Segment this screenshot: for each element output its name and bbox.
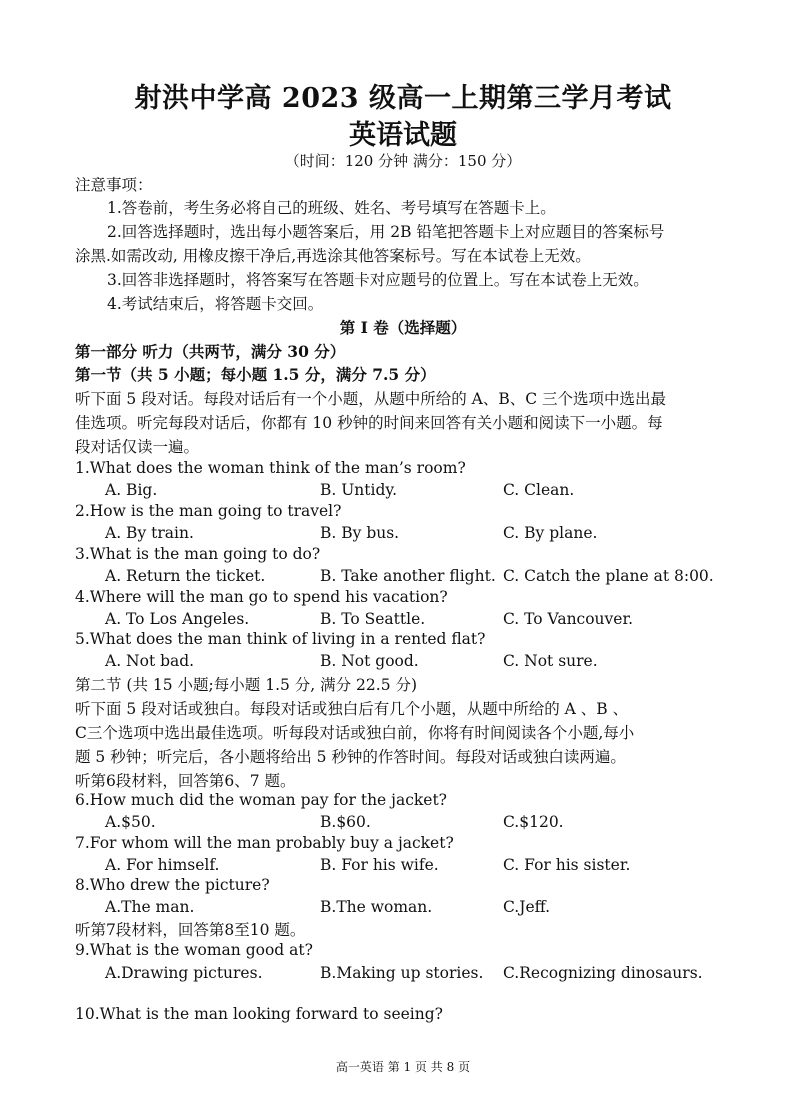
option-b: B. Take another flight.: [320, 567, 496, 585]
exam-title: 射洪中学高 2023 级高一上期第三学月考试: [134, 83, 672, 114]
note-item: 3.回答非选择题时，将答案写在答题卡对应题号的位置上。写在本试卷上无效。: [107, 271, 649, 289]
question-text: 10.What is the man looking forward to seeing?: [75, 1005, 443, 1023]
instruction-line: C三个选项中选出最佳选项。听每段对话或独白前，你将有时间阅读各个小题,每小: [75, 724, 635, 742]
instruction-line: 佳选项。听完每段对话后，你都有 10 秒钟的时间来回答有关小题和阅读下一小题。每: [75, 414, 663, 432]
notes-heading: 注意事项：: [75, 176, 153, 194]
note-item: 2.回答选择题时，选出每小题答案后，用 2B 铅笔把答题卡上对应题目的答案标号: [107, 223, 665, 241]
instruction-line: 题 5 秒钟；听完后，各小题将给出 5 秒钟的作答时间。每段对话或独白读两遍。: [75, 748, 626, 766]
question-text: 8.Who drew the picture?: [75, 876, 270, 894]
exam-subject: 英语试题: [349, 120, 457, 151]
option-b: B. Untidy.: [320, 481, 398, 499]
question-text: 4.Where will the man go to spend his vacation?: [75, 588, 448, 606]
option-a: A. Not bad.: [105, 652, 195, 670]
part-heading: 第一部分 听力（共两节，满分 30 分）: [75, 342, 346, 361]
option-c: C. Not sure.: [503, 652, 598, 670]
option-a: A.Drawing pictures.: [105, 964, 263, 982]
option-b: B.$60.: [320, 813, 371, 831]
page-footer: 高一英语 第 1 页 共 8 页: [335, 1060, 471, 1074]
option-c: C.Jeff.: [503, 898, 551, 916]
option-b: B.Making up stories.: [320, 964, 484, 982]
option-a: A. By train.: [105, 524, 194, 542]
question-text: 2.How is the man going to travel?: [75, 502, 342, 520]
question-text: 9.What is the woman good at?: [75, 941, 313, 959]
option-b: B. By bus.: [320, 524, 400, 542]
question-text: 1.What does the woman think of the man’s room?: [75, 459, 466, 477]
option-c: C. To Vancouver.: [503, 610, 634, 628]
option-c: C. Clean.: [503, 481, 575, 499]
option-a: A. For himself.: [105, 856, 220, 874]
question-text: 5.What does the man think of living in a rented flat?: [75, 630, 486, 648]
material-cue: 听第7段材料，回答第8至10 题。: [75, 921, 306, 939]
instruction-line: 段对话仅读一遍。: [75, 438, 200, 456]
option-b: B. To Seattle.: [320, 610, 426, 628]
option-c: C. By plane.: [503, 524, 598, 542]
instruction-line: 听下面 5 段对话或独白。每段对话或独白后有几个小题，从题中所给的 A 、B 、: [75, 700, 629, 718]
option-c: C. For his sister.: [503, 856, 631, 874]
volume-heading: 第 I 卷（选择题）: [339, 318, 467, 337]
time-and-score: （时间：120 分钟 满分：150 分）: [284, 152, 522, 170]
option-b: B. Not good.: [320, 652, 419, 670]
note-item: 1.答卷前，考生务必将自己的班级、姓名、考号填写在答题卡上。: [107, 199, 556, 217]
option-c: C.$120.: [503, 813, 564, 831]
option-c: C.Recognizing dinosaurs.: [503, 964, 703, 982]
question-text: 7.For whom will the man probably buy a jacket?: [75, 834, 454, 852]
option-a: A. Big.: [105, 481, 158, 499]
section-heading: 第一节（共 5 小题；每小题 1.5 分，满分 7.5 分）: [75, 365, 436, 384]
material-cue: 听第6段材料，回答第6、7 题。: [75, 772, 296, 790]
option-a: A.The man.: [105, 898, 195, 916]
note-item: 4.考试结束后，将答题卡交回。: [107, 295, 324, 313]
question-text: 6.How much did the woman pay for the jacket?: [75, 791, 447, 809]
option-a: A.$50.: [105, 813, 156, 831]
option-a: A. Return the ticket.: [105, 567, 266, 585]
note-item: 涂黑.如需改动, 用橡皮擦干净后,再选涂其他答案标号。写在本试卷上无效。: [75, 247, 591, 265]
option-a: A. To Los Angeles.: [105, 610, 250, 628]
section-heading: 第二节 (共 15 小题;每小题 1.5 分, 满分 22.5 分): [75, 676, 418, 694]
question-text: 3.What is the man going to do?: [75, 545, 321, 563]
instruction-line: 听下面 5 段对话。每段对话后有一个小题，从题中所给的 A、B、C 三个选项中选出最: [75, 390, 667, 408]
option-b: B. For his wife.: [320, 856, 439, 874]
option-c: C. Catch the plane at 8:00.: [503, 567, 714, 585]
option-b: B.The woman.: [320, 898, 433, 916]
